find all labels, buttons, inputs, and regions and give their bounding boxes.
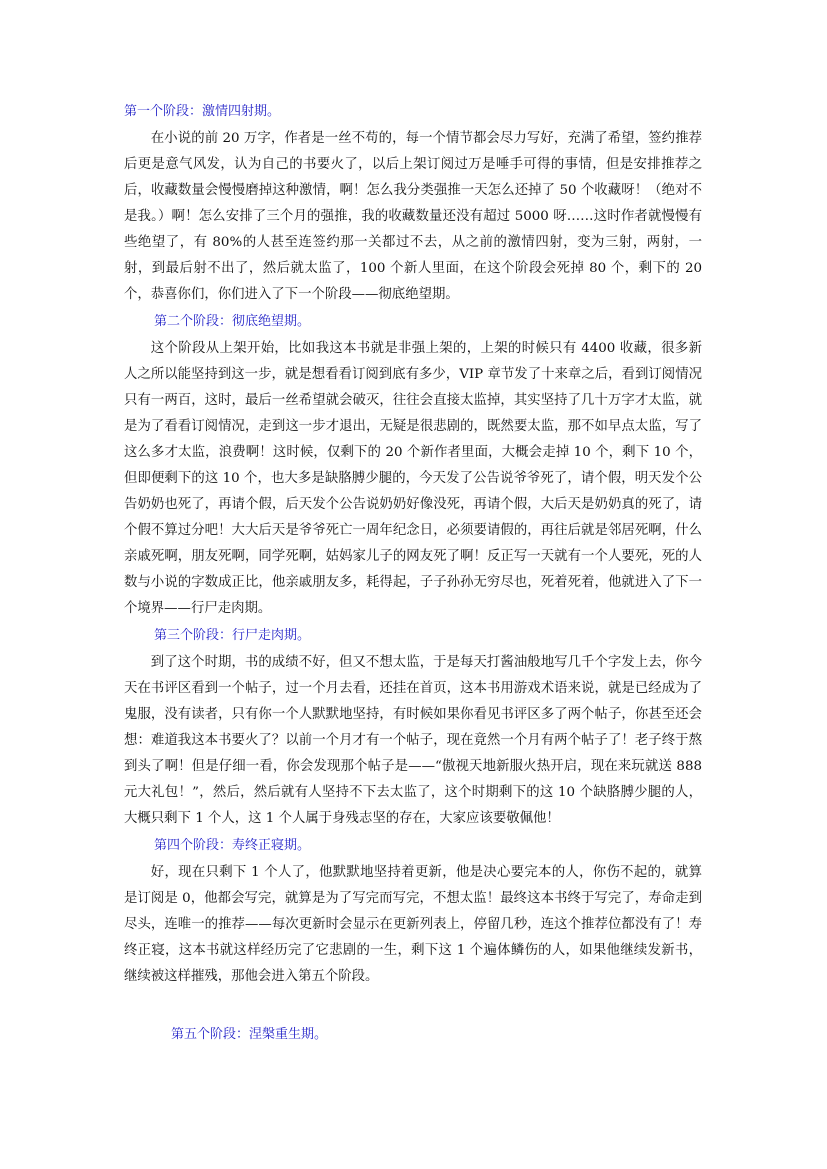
document-page — [124, 98, 702, 1049]
section-1-paragraph: 在小说的前 20 万字，作者是一丝不苟的，每一个情节都会尽力写好，充满了希望，签约推荐后更是意气风发，认为自己的书要火了，以后上架订阅过万是唾手可得的事情，但是安排推荐之后，收藏数量会慢慢磨掉这种激情，啊！怎么我分类强推一天怎么还掉了 50 个收藏呀！（绝对不是我。）啊！怎么安排了三个月的强推，我的收藏数量还没有超过 5000 呀……这时作者就慢慢有些绝望了，有 80%的人甚至连签约那一关都过不去，从之前的激情四射，变为三射，两射，一射，到最后射不出了，然后就太监了，100 个新人里面，在这个阶段会死掉 80 个，剩下的 20 个，恭喜你们，你们进入了下一个阶段——彻底绝望期。 — [124, 131, 702, 302]
section-4-paragraph: 好，现在只剩下 1 个人了，他默默地坚持着更新，他是决心要完本的人，你伤不起的，就算是订阅是 0，他都会写完，就算是为了写完而写完，不想太监！最终这本书终于写完了，寿命走到尽头，连唯一的推荐——每次更新时会显示在更新列表上，停留几秒，连这个推荐位都没有了！寿终正寝，这本书就这样经历完了它悲剧的一生，剩下这 1 个遍体鳞伤的人，如果他继续发新书，继续被这样摧残，那他会进入第五个阶段。 — [124, 865, 702, 984]
section-gap — [124, 990, 702, 1021]
section-2-paragraph: 这个阶段从上架开始，比如我这本书就是非强上架的，上架的时候只有 4400 收藏，很多新人之所以能坚持到这一步，就是想看看订阅到底有多少，VIP 章节发了十来章之后，看到订阅情况只有一两百，这时，最后一丝希望就会破灭，往往会直接太监掉，其实坚持了几十万字才太监，就是为了看看订阅情况，走到这一步才退出，无疑是很悲剧的，既然要太监，那不如早点太监，写了这么多才太监，浪费啊！这时候，仅剩下的 20 个新作者里面，大概会走掉 10 个，剩下 10 个，但即便剩下的这 10 个，也大多是缺胳膊少腿的，今天发了公告说爷爷死了，请个假，明天发个公告奶奶也死了，再请个假，后天发个公告说奶奶好像没死，再请个假，大后天是奶奶真的死了，请个假不算过分吧！大大后天是爷爷死亡一周年纪念日，必须要请假的，再往后就是邻居死啊，什么亲戚死啊，朋友死啊，同学死啊，姑妈家儿子的网友死了啊！反正写一天就有一个人要死，死的人数与小说的字数成正比，他亲戚朋友多，耗得起，子子孙孙无穷尽也，死着死着，他就进入了下一个境界——行尸走肉期。 — [124, 341, 702, 616]
section-1-heading: 第一个阶段：激情四射期。 — [124, 104, 281, 119]
section-3-heading: 第三个阶段：行尸走肉期。 — [154, 628, 311, 643]
section-5-heading: 第五个阶段：涅槃重生期。 — [171, 1027, 328, 1042]
section-3-paragraph: 到了这个时期，书的成绩不好，但又不想太监，于是每天打酱油般地写几千个字发上去，你今天在书评区看到一个帖子，过一个月去看，还挂在首页，这本书用游戏术语来说，就是已经成为了鬼服，没有读者，只有你一个人默默地坚持，有时候如果你看见书评区多了两个帖子，你甚至还会想：难道我这本书要火了？以前一个月才有一个帖子，现在竟然一个月有两个帖子了！老子终于熬到头了啊！但是仔细一看，你会发现那个帖子是——“傲视天地新服火热开启，现在来玩就送 888 元大礼包！”，然后，然后就有人坚持不下去太监了，这个时期剩下的这 10 个缺胳膊少腿的人，大概只剩下 1 个人，这 1 个人属于身残志坚的存在，大家应该要敬佩他！ — [124, 655, 702, 826]
section-2-heading: 第二个阶段：彻底绝望期。 — [154, 314, 311, 329]
section-4-heading: 第四个阶段：寿终正寝期。 — [154, 838, 311, 853]
